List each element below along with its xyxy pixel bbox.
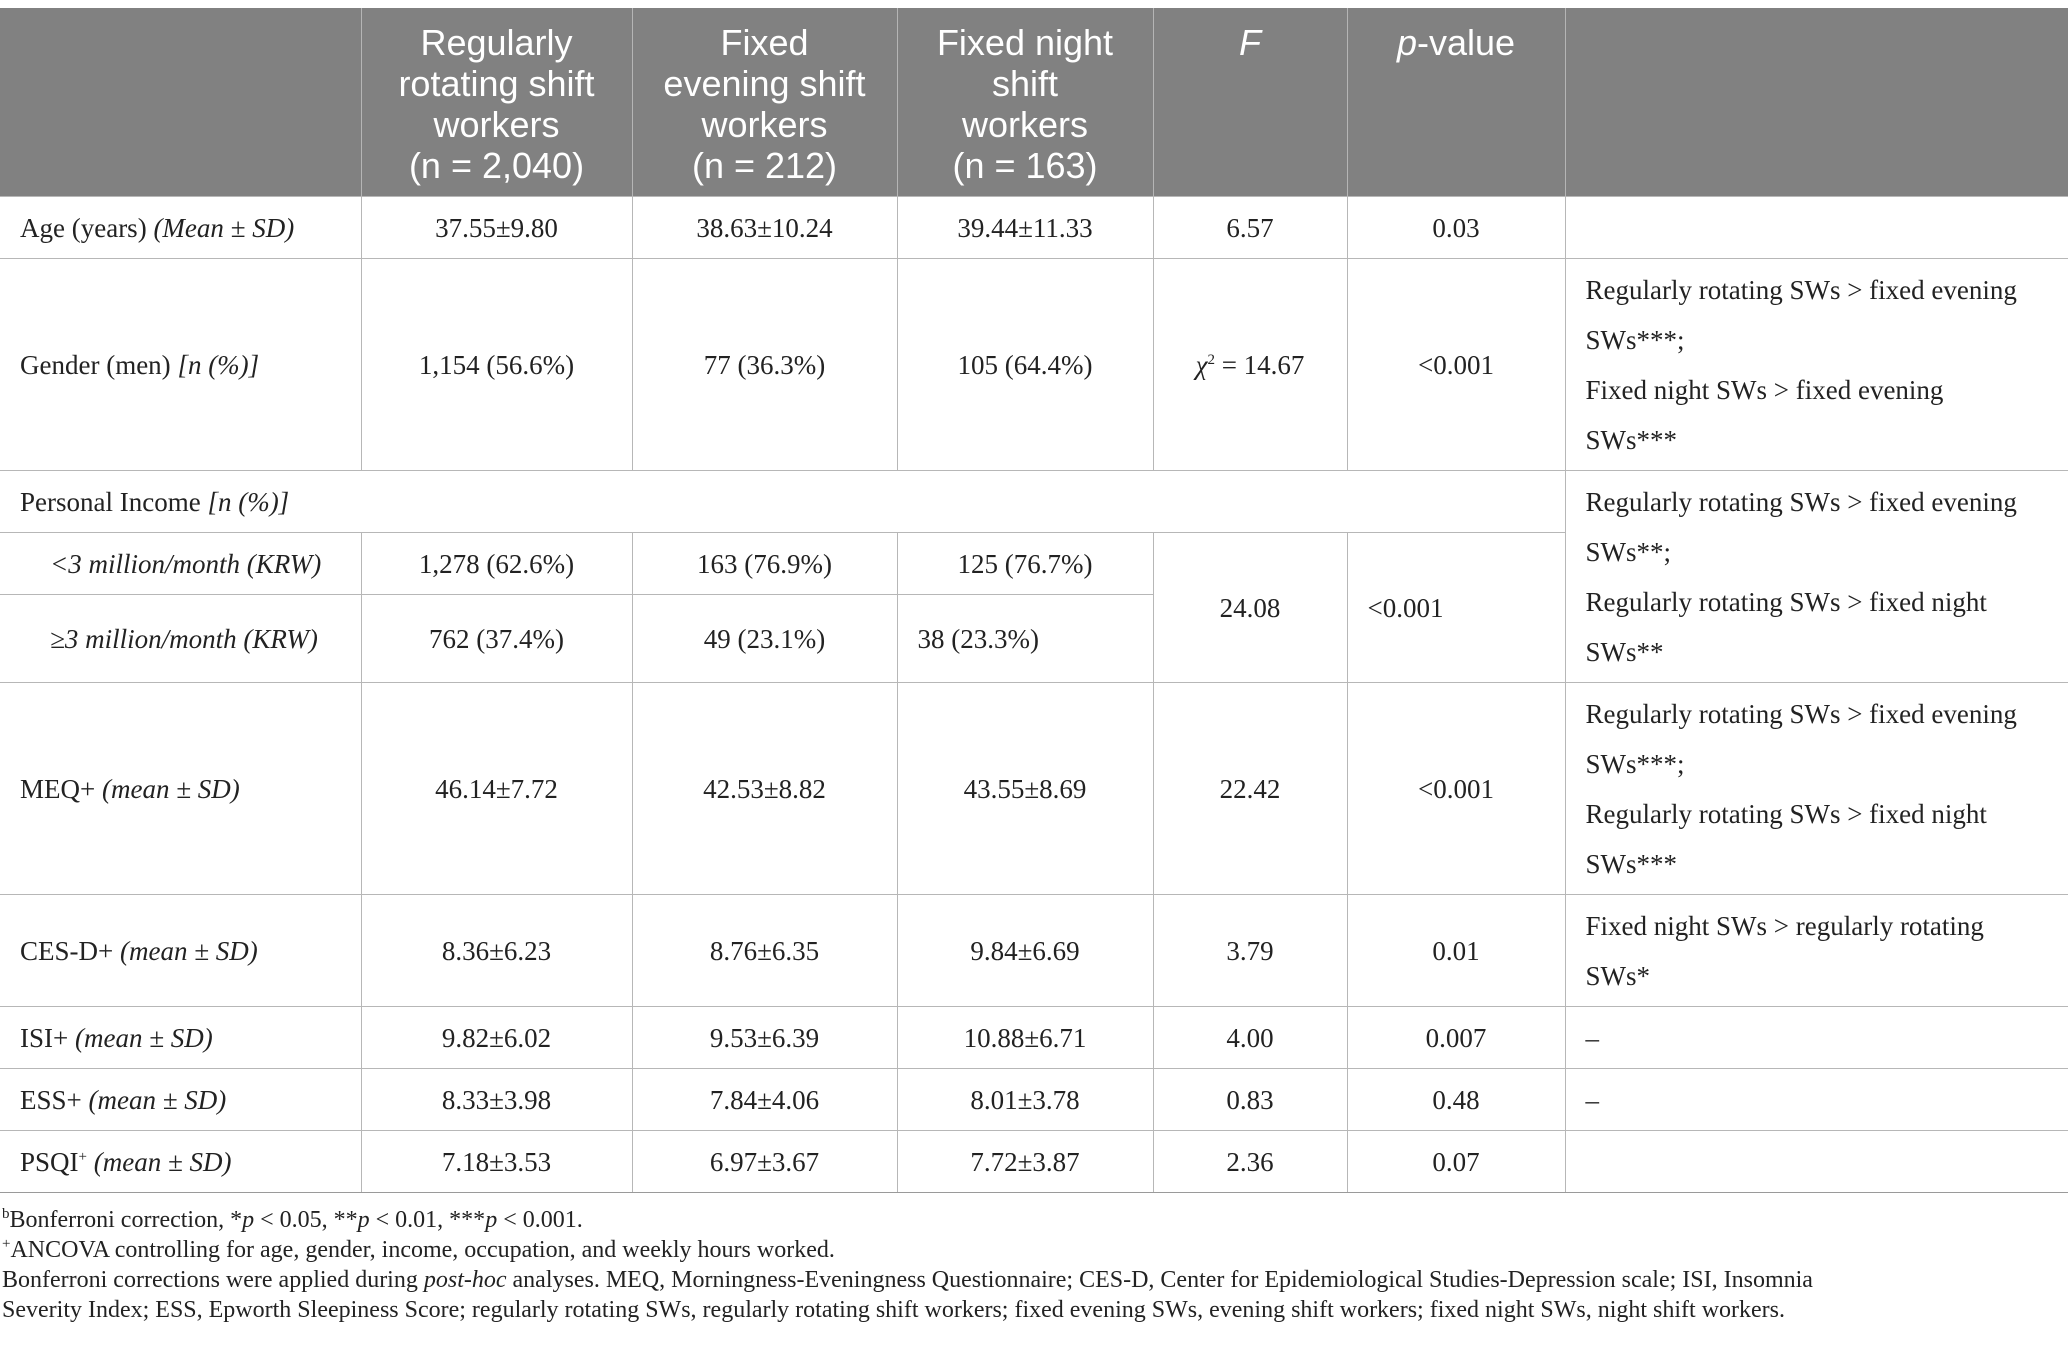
psqi-rotating: 7.18±3.53 <box>361 1131 632 1193</box>
meq-label <box>0 683 361 895</box>
meq-rotating: 46.14±7.72 <box>361 683 632 895</box>
fn1-p1: p <box>242 1207 255 1233</box>
age-rotating: 37.55±9.80 <box>361 197 632 259</box>
cesd-label <box>0 895 361 1007</box>
ess-p: 0.48 <box>1347 1069 1565 1131</box>
header-pvalue <box>1347 8 1565 197</box>
age-label-text: Age (years) <box>20 212 147 243</box>
meq-post-l2: SWs***; <box>1585 748 1685 779</box>
header-night-l3: workers <box>961 104 1089 145</box>
meq-post-l1: Regularly rotating SWs > fixed evening <box>1585 698 2017 729</box>
gender-stat: [n (%)] <box>177 349 260 380</box>
footnote-abbrev-2: Severity Index; ESS, Epworth Sleepiness Score; regularly rotating SWs, regularly rotating shift workers; fixed evening SWs, evening shift workers; fixed night SWs, night shift workers. <box>2 1297 1786 1323</box>
gender-p: <0.001 <box>1347 259 1565 471</box>
fn1-c: < 0.01, *** <box>369 1207 486 1233</box>
age-night: 39.44±11.33 <box>897 197 1153 259</box>
fn1-d: < 0.001. <box>497 1207 583 1233</box>
header-blank <box>0 8 361 197</box>
isi-stat: (mean ± SD) <box>74 1022 213 1053</box>
cesd-posthoc <box>1565 895 2068 1007</box>
meq-post-l4: SWs*** <box>1585 848 1678 879</box>
row-gender <box>0 259 2068 471</box>
age-stat: (Mean ± SD) <box>153 212 295 243</box>
header-p-rest: -value <box>1416 22 1516 63</box>
header-night-n: (n = 163) <box>952 145 1098 186</box>
row-ess <box>0 1069 2068 1131</box>
meq-stat: (mean ± SD) <box>101 773 240 804</box>
row-income-header <box>0 471 2068 533</box>
psqi-label <box>0 1131 361 1193</box>
age-p: 0.03 <box>1347 197 1565 259</box>
isi-posthoc: – <box>1565 1007 2068 1069</box>
footnote-plus-sup: + <box>2 1236 11 1252</box>
ess-evening: 7.84±4.06 <box>632 1069 897 1131</box>
cesd-post-l1: Fixed night SWs > regularly rotating <box>1585 910 1984 941</box>
isi-p: 0.007 <box>1347 1007 1565 1069</box>
ess-f: 0.83 <box>1153 1069 1347 1131</box>
cesd-post-l2: SWs* <box>1585 960 1651 991</box>
age-f: 6.57 <box>1153 197 1347 259</box>
income-label <box>0 471 1565 533</box>
row-isi <box>0 1007 2068 1069</box>
ess-rotating: 8.33±3.98 <box>361 1069 632 1131</box>
isi-label-text: ISI+ <box>20 1022 69 1053</box>
ess-stat: (mean ± SD) <box>88 1084 227 1115</box>
cesd-rotating: 8.36±6.23 <box>361 895 632 1007</box>
income-low-night: 125 (76.7%) <box>897 533 1153 595</box>
psqi-p: 0.07 <box>1347 1131 1565 1193</box>
income-high-night: 38 (23.3%) <box>897 595 1153 683</box>
cesd-night: 9.84±6.69 <box>897 895 1153 1007</box>
income-label-text: Personal Income <box>20 486 201 517</box>
header-p-italic: p <box>1396 22 1417 63</box>
header-night-l1: Fixed night <box>936 22 1114 63</box>
fn1-p3: p <box>485 1207 498 1233</box>
income-p: <0.001 <box>1347 533 1565 683</box>
age-posthoc <box>1565 197 2068 259</box>
meq-p: <0.001 <box>1347 683 1565 895</box>
isi-label <box>0 1007 361 1069</box>
meq-night: 43.55±8.69 <box>897 683 1153 895</box>
ess-label <box>0 1069 361 1131</box>
income-low-evening: 163 (76.9%) <box>632 533 897 595</box>
age-label <box>0 197 361 259</box>
gender-label <box>0 259 361 471</box>
footnote-bonferroni <box>2 1205 2062 1235</box>
row-cesd <box>0 895 2068 1007</box>
meq-post-l3: Regularly rotating SWs > fixed night <box>1585 798 1987 829</box>
cesd-p: 0.01 <box>1347 895 1565 1007</box>
cesd-evening: 8.76±6.35 <box>632 895 897 1007</box>
income-post-l4: SWs** <box>1585 637 1664 667</box>
psqi-night: 7.72±3.87 <box>897 1131 1153 1193</box>
cesd-label-text: CES-D+ <box>20 935 114 966</box>
chi-sup: 2 <box>1207 351 1215 368</box>
income-stat: [n (%)] <box>207 486 290 517</box>
gender-post-l2: SWs***; <box>1585 324 1685 355</box>
header-rotating <box>361 8 632 197</box>
psqi-evening: 6.97±3.67 <box>632 1131 897 1193</box>
income-post-l3: Regularly rotating SWs > fixed night <box>1585 587 1987 617</box>
header-evening-l1: Fixed <box>720 22 809 63</box>
income-f: 24.08 <box>1153 533 1347 683</box>
gender-evening: 77 (36.3%) <box>632 259 897 471</box>
fn1-p2: p <box>357 1207 370 1233</box>
header-f <box>1153 8 1347 197</box>
header-rotating-n: (n = 2,040) <box>408 145 585 186</box>
fn3-a: Bonferroni corrections were applied during <box>2 1267 424 1293</box>
gender-rotating: 1,154 (56.6%) <box>361 259 632 471</box>
row-psqi <box>0 1131 2068 1193</box>
income-post-l2: SWs**; <box>1585 537 1672 567</box>
table-footnotes <box>0 1205 2062 1325</box>
header-rotating-l3: workers <box>433 104 560 145</box>
age-evening: 38.63±10.24 <box>632 197 897 259</box>
meq-posthoc <box>1565 683 2068 895</box>
header-posthoc <box>1565 8 2068 197</box>
row-meq <box>0 683 2068 895</box>
income-high-rotating: 762 (37.4%) <box>361 595 632 683</box>
fn2-text: ANCOVA controlling for age, gender, income, occupation, and weekly hours worked. <box>10 1237 835 1263</box>
psqi-posthoc <box>1565 1131 2068 1193</box>
fn3-b: analyses. MEQ, Morningness-Eveningness Questionnaire; CES-D, Center for Epidemiological Studies-Depression scale; ISI, Insomnia <box>506 1267 1813 1293</box>
footnote-abbrev-1 <box>2 1265 2062 1295</box>
fn3-italic: post-hoc <box>423 1267 507 1293</box>
gender-post-l3: Fixed night SWs > fixed evening <box>1585 374 1944 405</box>
isi-evening: 9.53±6.39 <box>632 1007 897 1069</box>
cesd-stat: (mean ± SD) <box>119 935 258 966</box>
income-low-label: <3 million/month (KRW) <box>0 533 361 595</box>
chi-value: = 14.67 <box>1214 349 1305 380</box>
header-evening-n: (n = 212) <box>691 145 838 186</box>
income-posthoc <box>1565 471 2068 683</box>
gender-night: 105 (64.4%) <box>897 259 1153 471</box>
gender-label-text: Gender (men) <box>20 349 171 380</box>
header-f-label: F <box>1239 22 1261 63</box>
header-night <box>897 8 1153 197</box>
header-rotating-l1: Regularly <box>420 22 573 63</box>
header-evening <box>632 8 897 197</box>
fn1-b: < 0.05, ** <box>254 1207 358 1233</box>
psqi-sup: + <box>78 1148 87 1165</box>
meq-label-text: MEQ+ <box>20 773 96 804</box>
isi-night: 10.88±6.71 <box>897 1007 1153 1069</box>
ess-night: 8.01±3.78 <box>897 1069 1153 1131</box>
income-high-label: ≥3 million/month (KRW) <box>0 595 361 683</box>
ess-posthoc: – <box>1565 1069 2068 1131</box>
isi-rotating: 9.82±6.02 <box>361 1007 632 1069</box>
isi-f: 4.00 <box>1153 1007 1347 1069</box>
gender-post-l4: SWs*** <box>1585 424 1678 455</box>
meq-evening: 42.53±8.82 <box>632 683 897 895</box>
cesd-f: 3.79 <box>1153 895 1347 1007</box>
results-table <box>0 8 2068 1193</box>
header-evening-l3: workers <box>701 104 828 145</box>
psqi-label-text: PSQI <box>20 1146 79 1177</box>
meq-f: 22.42 <box>1153 683 1347 895</box>
psqi-f: 2.36 <box>1153 1131 1347 1193</box>
fn1-a: Bonferroni correction, * <box>9 1207 243 1233</box>
income-low-rotating: 1,278 (62.6%) <box>361 533 632 595</box>
header-row <box>0 8 2068 197</box>
income-high-evening: 49 (23.1%) <box>632 595 897 683</box>
income-post-l1: Regularly rotating SWs > fixed evening <box>1585 487 2017 517</box>
results-table-container <box>0 8 2068 1193</box>
header-rotating-l2: rotating shift <box>398 63 595 104</box>
footnote-ancova <box>2 1235 2062 1265</box>
chi-symbol: χ <box>1195 349 1208 380</box>
gender-chi <box>1153 259 1347 471</box>
psqi-stat: (mean ± SD) <box>93 1146 232 1177</box>
ess-label-text: ESS+ <box>20 1084 82 1115</box>
gender-posthoc <box>1565 259 2068 471</box>
row-age <box>0 197 2068 259</box>
header-night-l2: shift <box>991 63 1059 104</box>
header-evening-l2: evening shift <box>663 63 866 104</box>
footnote-b-sup: b <box>2 1206 10 1222</box>
gender-post-l1: Regularly rotating SWs > fixed evening <box>1585 274 2017 305</box>
